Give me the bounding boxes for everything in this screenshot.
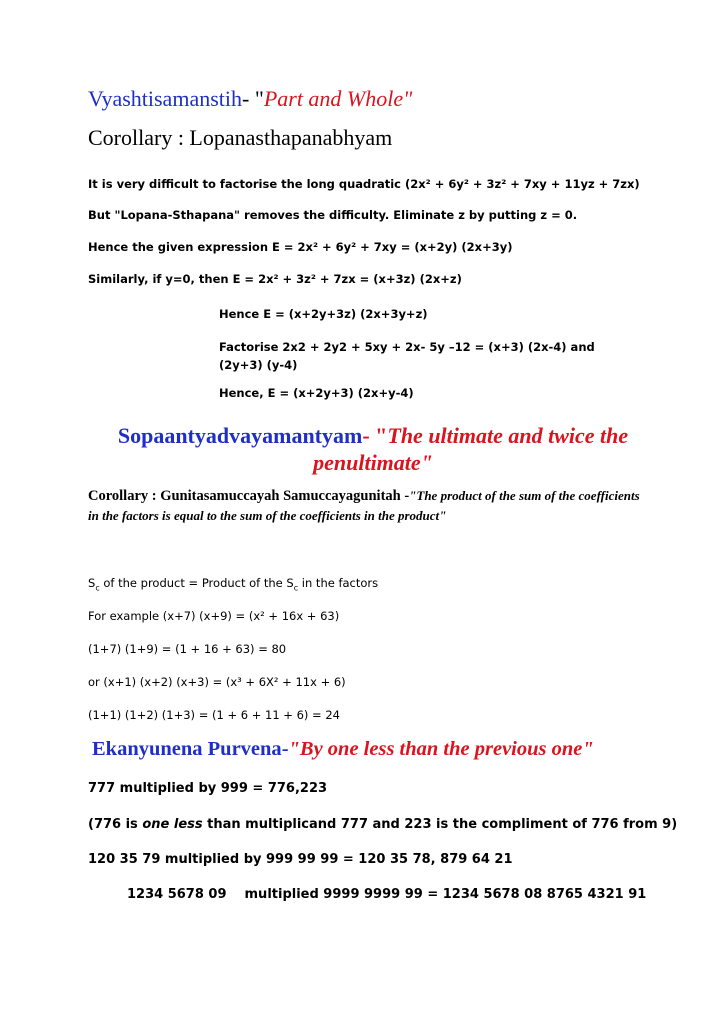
title-sanskrit: Sopaantyadvayamantyam <box>117 423 363 448</box>
sc-text-a: of the product = Product of the <box>99 576 287 590</box>
section-title-vyashtisamanstih <box>88 86 412 112</box>
text-line: For example (x+7) (x+9) = (x² + 16x + 63) <box>88 609 340 623</box>
corollary-heading <box>88 486 648 526</box>
text-emphasis: one less <box>142 817 203 832</box>
title-separator: - " <box>242 86 264 111</box>
corollary-heading: Corollary : Lopanasthapanabhyam <box>88 125 393 150</box>
text-line: Hence the given expression E = 2x² + 6y² + 7xy = (x+2y) (2x+3y) <box>88 240 513 254</box>
text-line-indented: Hence E = (x+2y+3z) (2x+3y+z) <box>219 307 428 321</box>
title-translation: The ultimate and twice the penultimate" <box>313 423 629 475</box>
text-line: But "Lopana-Sthapana" removes the difficulty. Eliminate z by putting z = 0. <box>88 208 578 222</box>
text-line: It is very difficult to factorise the long quadratic (2x² + 6y² + 3z² + 7xy + 11yz + 7zx) <box>88 177 640 191</box>
title-translation: "By one less than the previous one" <box>288 738 594 760</box>
text-line: (1+1) (1+2) (1+3) = (1 + 6 + 11 + 6) = 24 <box>88 708 340 722</box>
text-line <box>88 817 677 832</box>
text-part: multiplied 9999 9999 99 = 1234 5678 08 8765 4321 91 <box>244 887 647 902</box>
title-sanskrit: Vyashtisamanstih <box>88 86 242 111</box>
sc-symbol: S <box>88 576 96 590</box>
corollary-name: Corollary : Gunitasamuccayah Samuccayagunitah - <box>88 488 410 504</box>
section-title-sopaantyadvayamantyam <box>88 422 658 476</box>
section-title-ekanyunena-purvena <box>92 738 594 761</box>
text-line: 777 multiplied by 999 = 776,223 <box>88 781 328 796</box>
text-part: than multiplicand 777 and 223 is the compliment of 776 from 9) <box>202 817 678 832</box>
text-line <box>88 576 378 592</box>
title-separator: - " <box>362 423 388 448</box>
corollary-quote: "The product of the sum of the coefficients in the factors is equal to the sum of the coefficients in the product" <box>88 488 640 523</box>
text-line-indented: Hence, E = (x+2y+3) (2x+y-4) <box>219 386 414 400</box>
text-part: 1234 5678 09 <box>127 887 227 902</box>
text-line-indented: Factorise 2x2 + 2y2 + 5xy + 2x- 5y –12 = (x+3) (2x-4) and (2y+3) (y-4) <box>219 340 595 372</box>
text-line: 120 35 79 multiplied by 999 99 99 = 120 35 78, 879 64 21 <box>88 852 513 867</box>
text-line: (1+7) (1+9) = (1 + 16 + 63) = 80 <box>88 642 287 656</box>
text-part: (776 is <box>88 817 143 832</box>
sc-subscript: c <box>95 583 100 593</box>
title-separator: - <box>281 738 289 760</box>
text-line: or (x+1) (x+2) (x+3) = (x³ + 6X² + 11x + 6) <box>88 675 346 689</box>
title-sanskrit: Ekanyunena Purvena <box>92 738 282 760</box>
sc-subscript: c <box>293 583 299 593</box>
text-line: Similarly, if y=0, then E = 2x² + 3z² + 7zx = (x+3z) (2x+z) <box>88 272 462 286</box>
title-translation: Part and Whole" <box>263 86 413 111</box>
sc-text-b: in the factors <box>298 576 379 590</box>
text-line <box>127 887 646 902</box>
sc-symbol: S <box>286 576 294 590</box>
